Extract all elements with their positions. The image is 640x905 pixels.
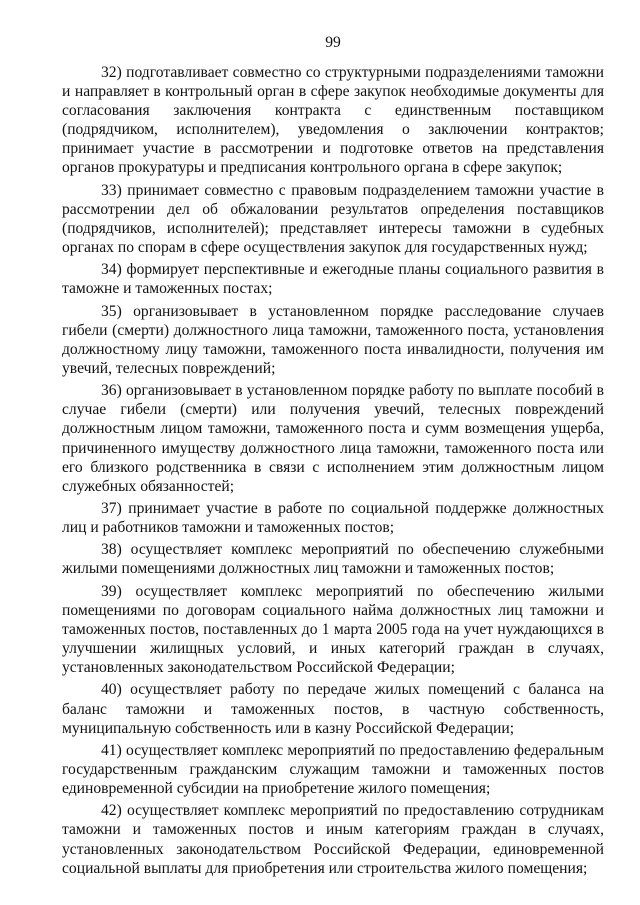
paragraph-33: 33) принимает совместно с правовым подразделением таможни участие в рассмотрении дел об обжаловании результатов определения поставщиков (подрядчиков, исполнителей); представляет интересы таможни в судебных органах по спорам в сфере осуществления закупок для государственных нужд; [62,181,604,257]
paragraph-38: 38) осуществляет комплекс мероприятий по обеспечению служебными жилыми помещениями должностных лиц таможни и таможенных постов; [62,541,604,578]
paragraph-40: 40) осуществляет работу по передаче жилых помещений с баланса на баланс таможни и таможенных постов, в частную собственность, муниципальную собственность или в казну Российской Федерации; [62,681,604,737]
paragraph-39: 39) осуществляет комплекс мероприятий по обеспечению жилыми помещениями по договорам социального найма должностных лиц таможни и таможенных постов, поставленных до 1 марта 2005 года на учет нуждающихся в улучшении жилищных условий, и иных категорий граждан в случаях, установленных законодательством Российской Федерации; [62,582,604,677]
paragraph-37: 37) принимает участие в работе по социальной поддержке должностных лиц и работников таможни и таможенных постов; [62,500,604,537]
paragraph-41: 41) осуществляет комплекс мероприятий по предоставлению федеральным государственным гражданским служащим таможни и таможенных постов единовременной субсидии на приобретение жилого помещения; [62,741,604,798]
paragraph-34: 34) формирует перспективные и ежегодные планы социального развития в таможне и таможенных постах; [62,261,604,298]
document-page [62,0,604,905]
paragraph-36: 36) организовывает в установленном порядке работу по выплате пособий в случае гибели (смерти) или получения увечий, телесных повреждений должностным лицом таможни, таможенного поста и сумм возмещения ущерба, причиненного имуществу должностного лица таможни, таможенного поста или его близкого родственника в связи с исполнением этим должностным лицом служебных обязанностей; [62,382,604,495]
paragraph-35: 35) организовывает в установленном порядке расследование случаев гибели (смерти) должностного лица таможни, таможенного поста, установления должностному лицу таможни, таможенного поста инвалидности, получения им увечий, телесных повреждений; [62,302,604,377]
paragraph-42: 42) осуществляет комплекс мероприятий по предоставлению сотрудникам таможни и таможенных постов и иным категориям граждан в случаях, установленных законодательством Российской Федерации, единовременной социальной выплаты для приобретения или строительства жилого помещения; [62,802,604,877]
paragraph-32: 32) подготавливает совместно со структурными подразделениями таможни и направляет в контрольный орган в сфере закупок необходимые документы для согласования заключения контракта с единственным поставщиком (подрядчиком, исполнителем), уведомления о заключении контрактов; принимает участие в рассмотрении и подготовке ответов на представления органов прокуратуры и предписания контрольного органа в сфере закупок; [62,64,604,177]
page-number: 99 [325,34,341,51]
document-body [62,63,604,881]
